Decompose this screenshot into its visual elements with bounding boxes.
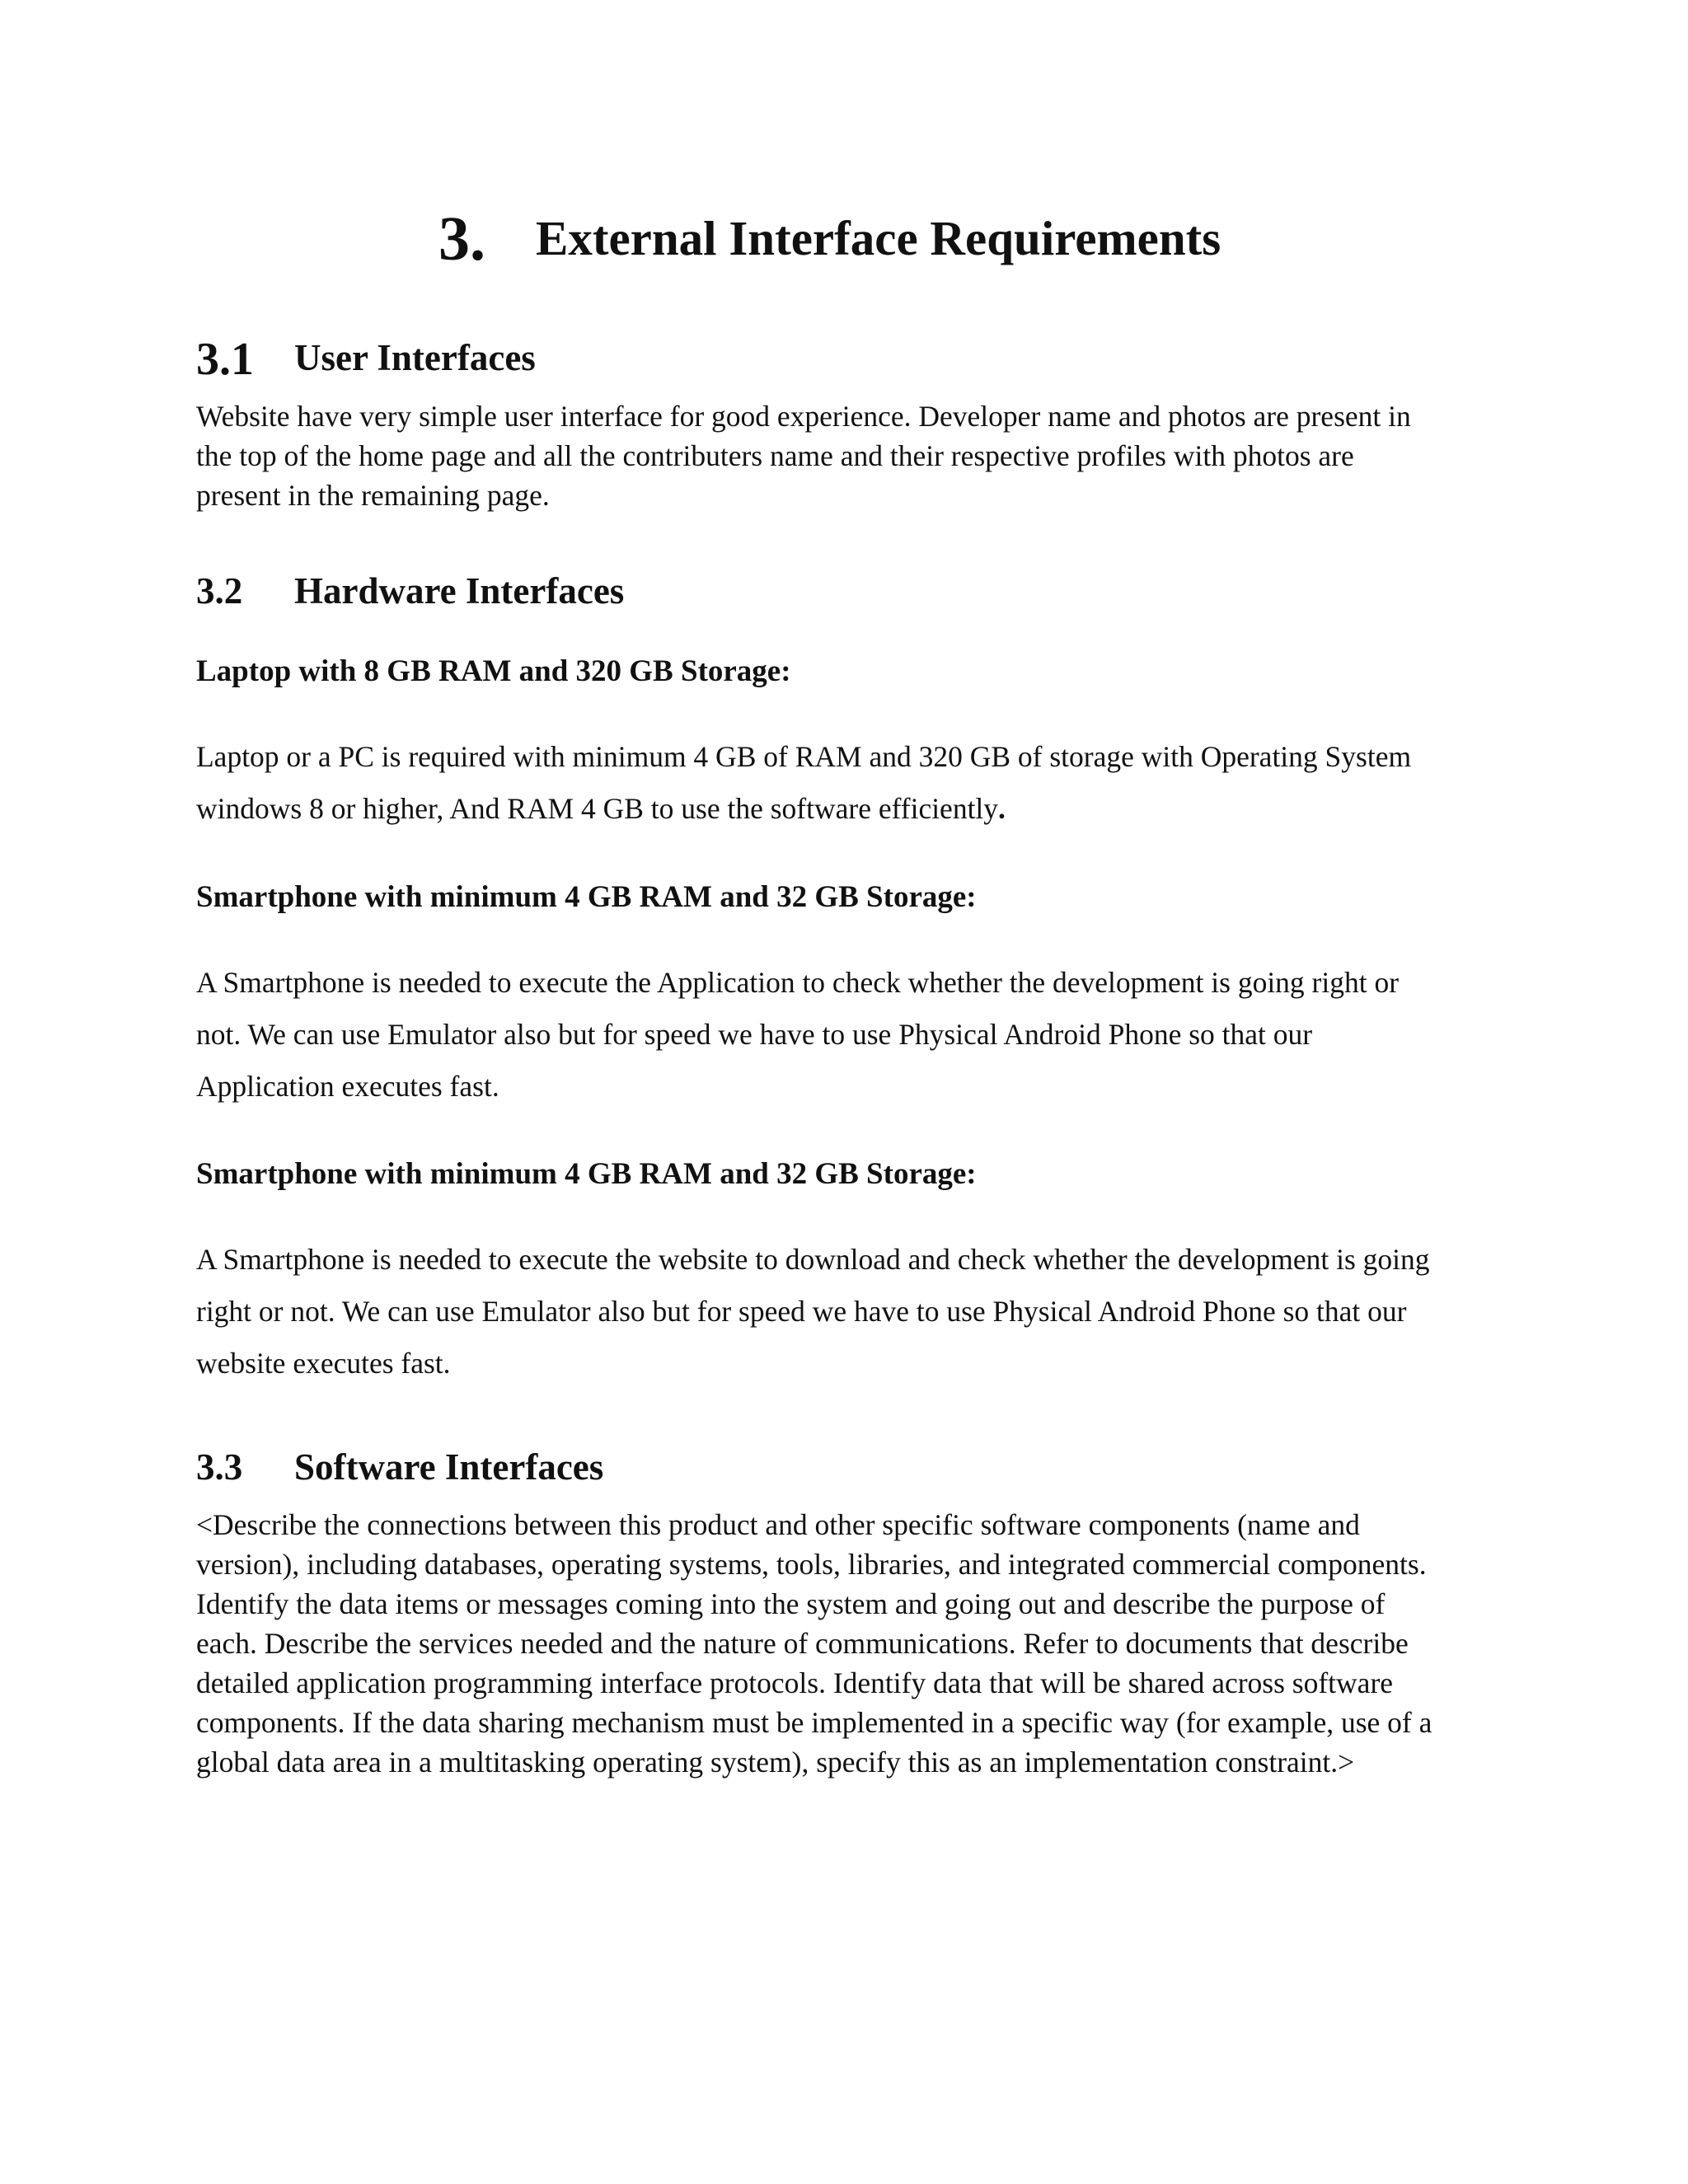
laptop-paragraph-line xyxy=(196,792,1006,825)
section-3-1-paragraph-line: the top of the home page and all the contributers name and their respective profiles with photos are xyxy=(196,439,1354,472)
section-3-1-number: 3.1 xyxy=(196,334,254,385)
section-3-3-paragraph-line: each. Describe the services needed and the nature of communications. Refer to documents that describe xyxy=(196,1627,1409,1660)
laptop-paragraph-text: windows 8 or higher, And RAM 4 GB to use the software efficiently xyxy=(196,792,999,825)
smartphone-app-paragraph-line: Application executes fast. xyxy=(196,1070,499,1103)
laptop-paragraph-line: Laptop or a PC is required with minimum 4 GB of RAM and 320 GB of storage with Operating System xyxy=(196,740,1412,773)
section-3-3-paragraph-line: detailed application programming interface protocols. Identify data that will be shared across software xyxy=(196,1666,1394,1699)
smartphone-app-paragraph-line: A Smartphone is needed to execute the Application to check whether the development is going right or xyxy=(196,966,1400,999)
section-3-3-paragraph-line: version), including databases, operating systems, tools, libraries, and integrated commercial components. xyxy=(196,1548,1427,1581)
section-3-2-title: Hardware Interfaces xyxy=(294,570,625,612)
smartphone-web-subheading: Smartphone with minimum 4 GB RAM and 32 GB Storage: xyxy=(196,1157,977,1191)
section-3-1-paragraph-line: Website have very simple user interface for good experience. Developer name and photos are present in xyxy=(196,400,1411,433)
section-3-3-paragraph-line: Identify the data items or messages coming into the system and going out and describe the purpose of xyxy=(196,1587,1386,1620)
section-3-3-number: 3.3 xyxy=(196,1446,243,1488)
section-3-1-paragraph-line: present in the remaining page. xyxy=(196,479,550,512)
smartphone-app-subheading: Smartphone with minimum 4 GB RAM and 32 GB Storage: xyxy=(196,880,977,914)
chapter-title: External Interface Requirements xyxy=(536,211,1221,265)
section-3-3-paragraph-line: components. If the data sharing mechanism must be implemented in a specific way (for example, use of a xyxy=(196,1706,1432,1739)
laptop-paragraph-period: . xyxy=(998,792,1006,825)
smartphone-web-paragraph-line: website executes fast. xyxy=(196,1347,451,1380)
section-3-1-title: User Interfaces xyxy=(294,337,536,378)
section-3-3-title: Software Interfaces xyxy=(294,1446,604,1488)
section-3-3-paragraph-line: <Describe the connections between this product and other specific software components (name and xyxy=(196,1508,1360,1541)
smartphone-web-paragraph-line: A Smartphone is needed to execute the website to download and check whether the development is going xyxy=(196,1243,1430,1276)
laptop-subheading: Laptop with 8 GB RAM and 320 GB Storage: xyxy=(196,654,791,688)
chapter-number: 3. xyxy=(438,204,485,274)
section-3-2-number: 3.2 xyxy=(196,570,243,612)
smartphone-app-paragraph-line: not. We can use Emulator also but for speed we have to use Physical Android Phone so that our xyxy=(196,1018,1313,1051)
smartphone-web-paragraph-line: right or not. We can use Emulator also but for speed we have to use Physical Android Phone so that our xyxy=(196,1295,1407,1328)
section-3-3-paragraph-line: global data area in a multitasking operating system), specify this as an implementation constraint.> xyxy=(196,1746,1355,1779)
